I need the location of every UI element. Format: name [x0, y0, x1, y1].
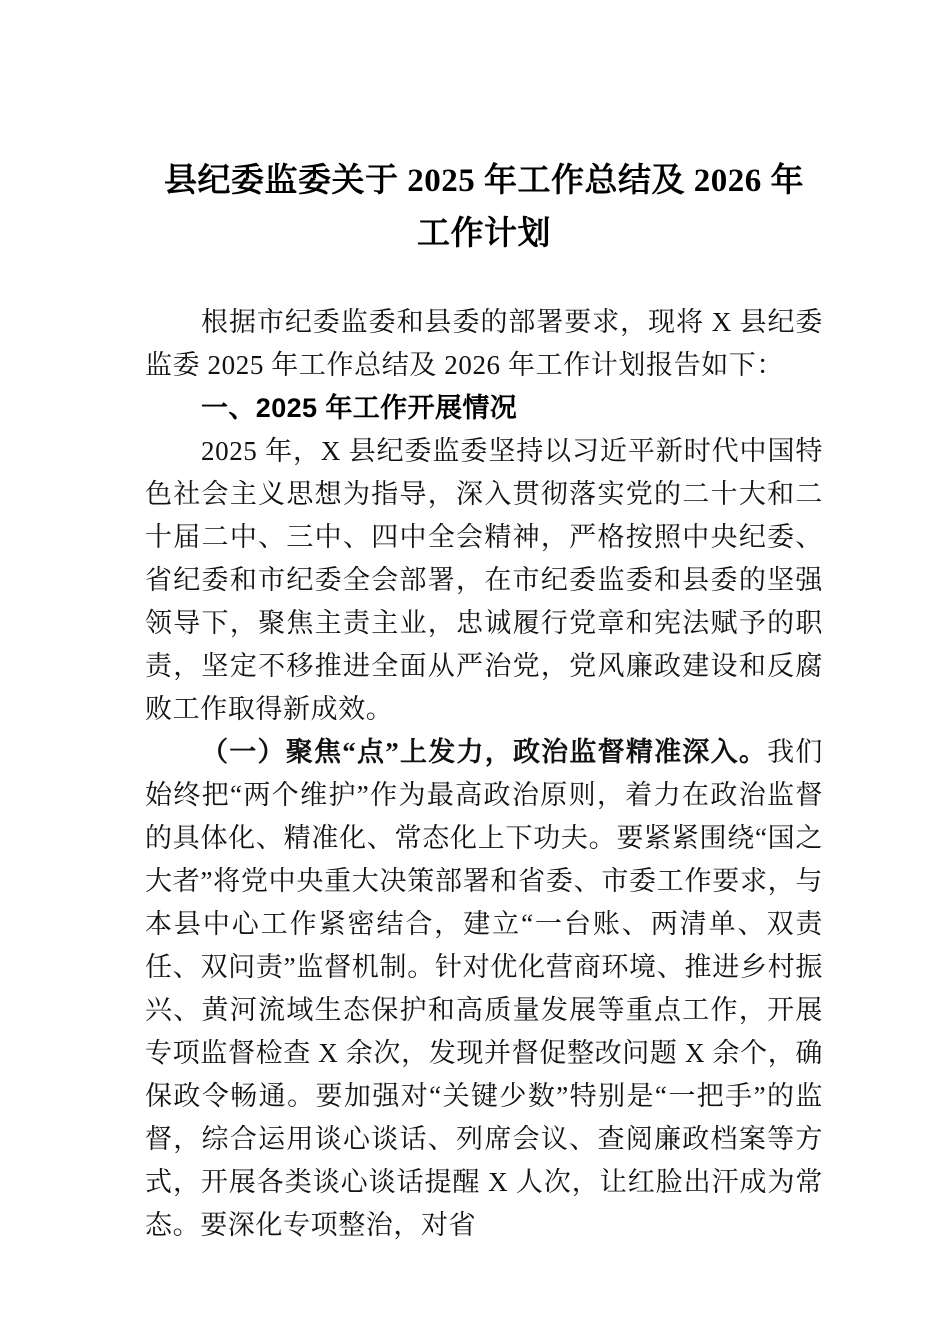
subsection-one-lead: （一）聚焦“点”上发力，政治监督精准深入。: [201, 737, 768, 767]
document-title: [145, 0, 823, 261]
document-content-column: [145, 0, 823, 1247]
section-heading-one: 一、2025 年工作开展情况: [201, 393, 518, 423]
subsection-one-body: 我们始终把“两个维护”作为最高政治原则，着力在政治监督的具体化、精准化、常态化上下功夫。要紧紧围绕“国之大者”将党中央重大决策部署和省委、市委工作要求，与本县中心工作紧密结合，建立“一台账、两清单、双责任、双问责”监督机制。针对优化营商环境、推进乡村振兴、黄河流域生态保护和高质量发展等重点工作，开展专项监督检查 X 余次，发现并督促整改问题 X 余个，确保政令畅通。要加强对“关键少数”特别是“一把手”的监督，综合运用谈心谈话、列席会议、查阅廉政档案等方式，开展各类谈心谈话提醒 X 人次，让红脸出汗成为常态。要深化专项整治，对省: [145, 737, 824, 1240]
intro-paragraph: 根据市纪委监委和县委的部署要求，现将 X 县纪委监委 2025 年工作总结及 2026 年工作计划报告如下：: [145, 307, 823, 380]
overview-paragraph: 2025 年，X 县纪委监委坚持以习近平新时代中国特色社会主义思想为指导，深入贯彻落实党的二十大和二十届二中、三中、四中全会精神，严格按照中央纪委、省纪委和市纪委全会部署，在市纪委监委和县委的坚强领导下，聚焦主责主业，忠诚履行党章和宪法赋予的职责，坚定不移推进全面从严治党，党风廉政建设和反腐败工作取得新成效。: [145, 436, 823, 724]
document-title-line-1: 县纪委监委关于 2025 年工作总结及 2026 年: [164, 163, 804, 199]
document-title-line-2: 工作计划: [417, 216, 551, 252]
subsection-one-paragraph: [145, 731, 823, 1247]
